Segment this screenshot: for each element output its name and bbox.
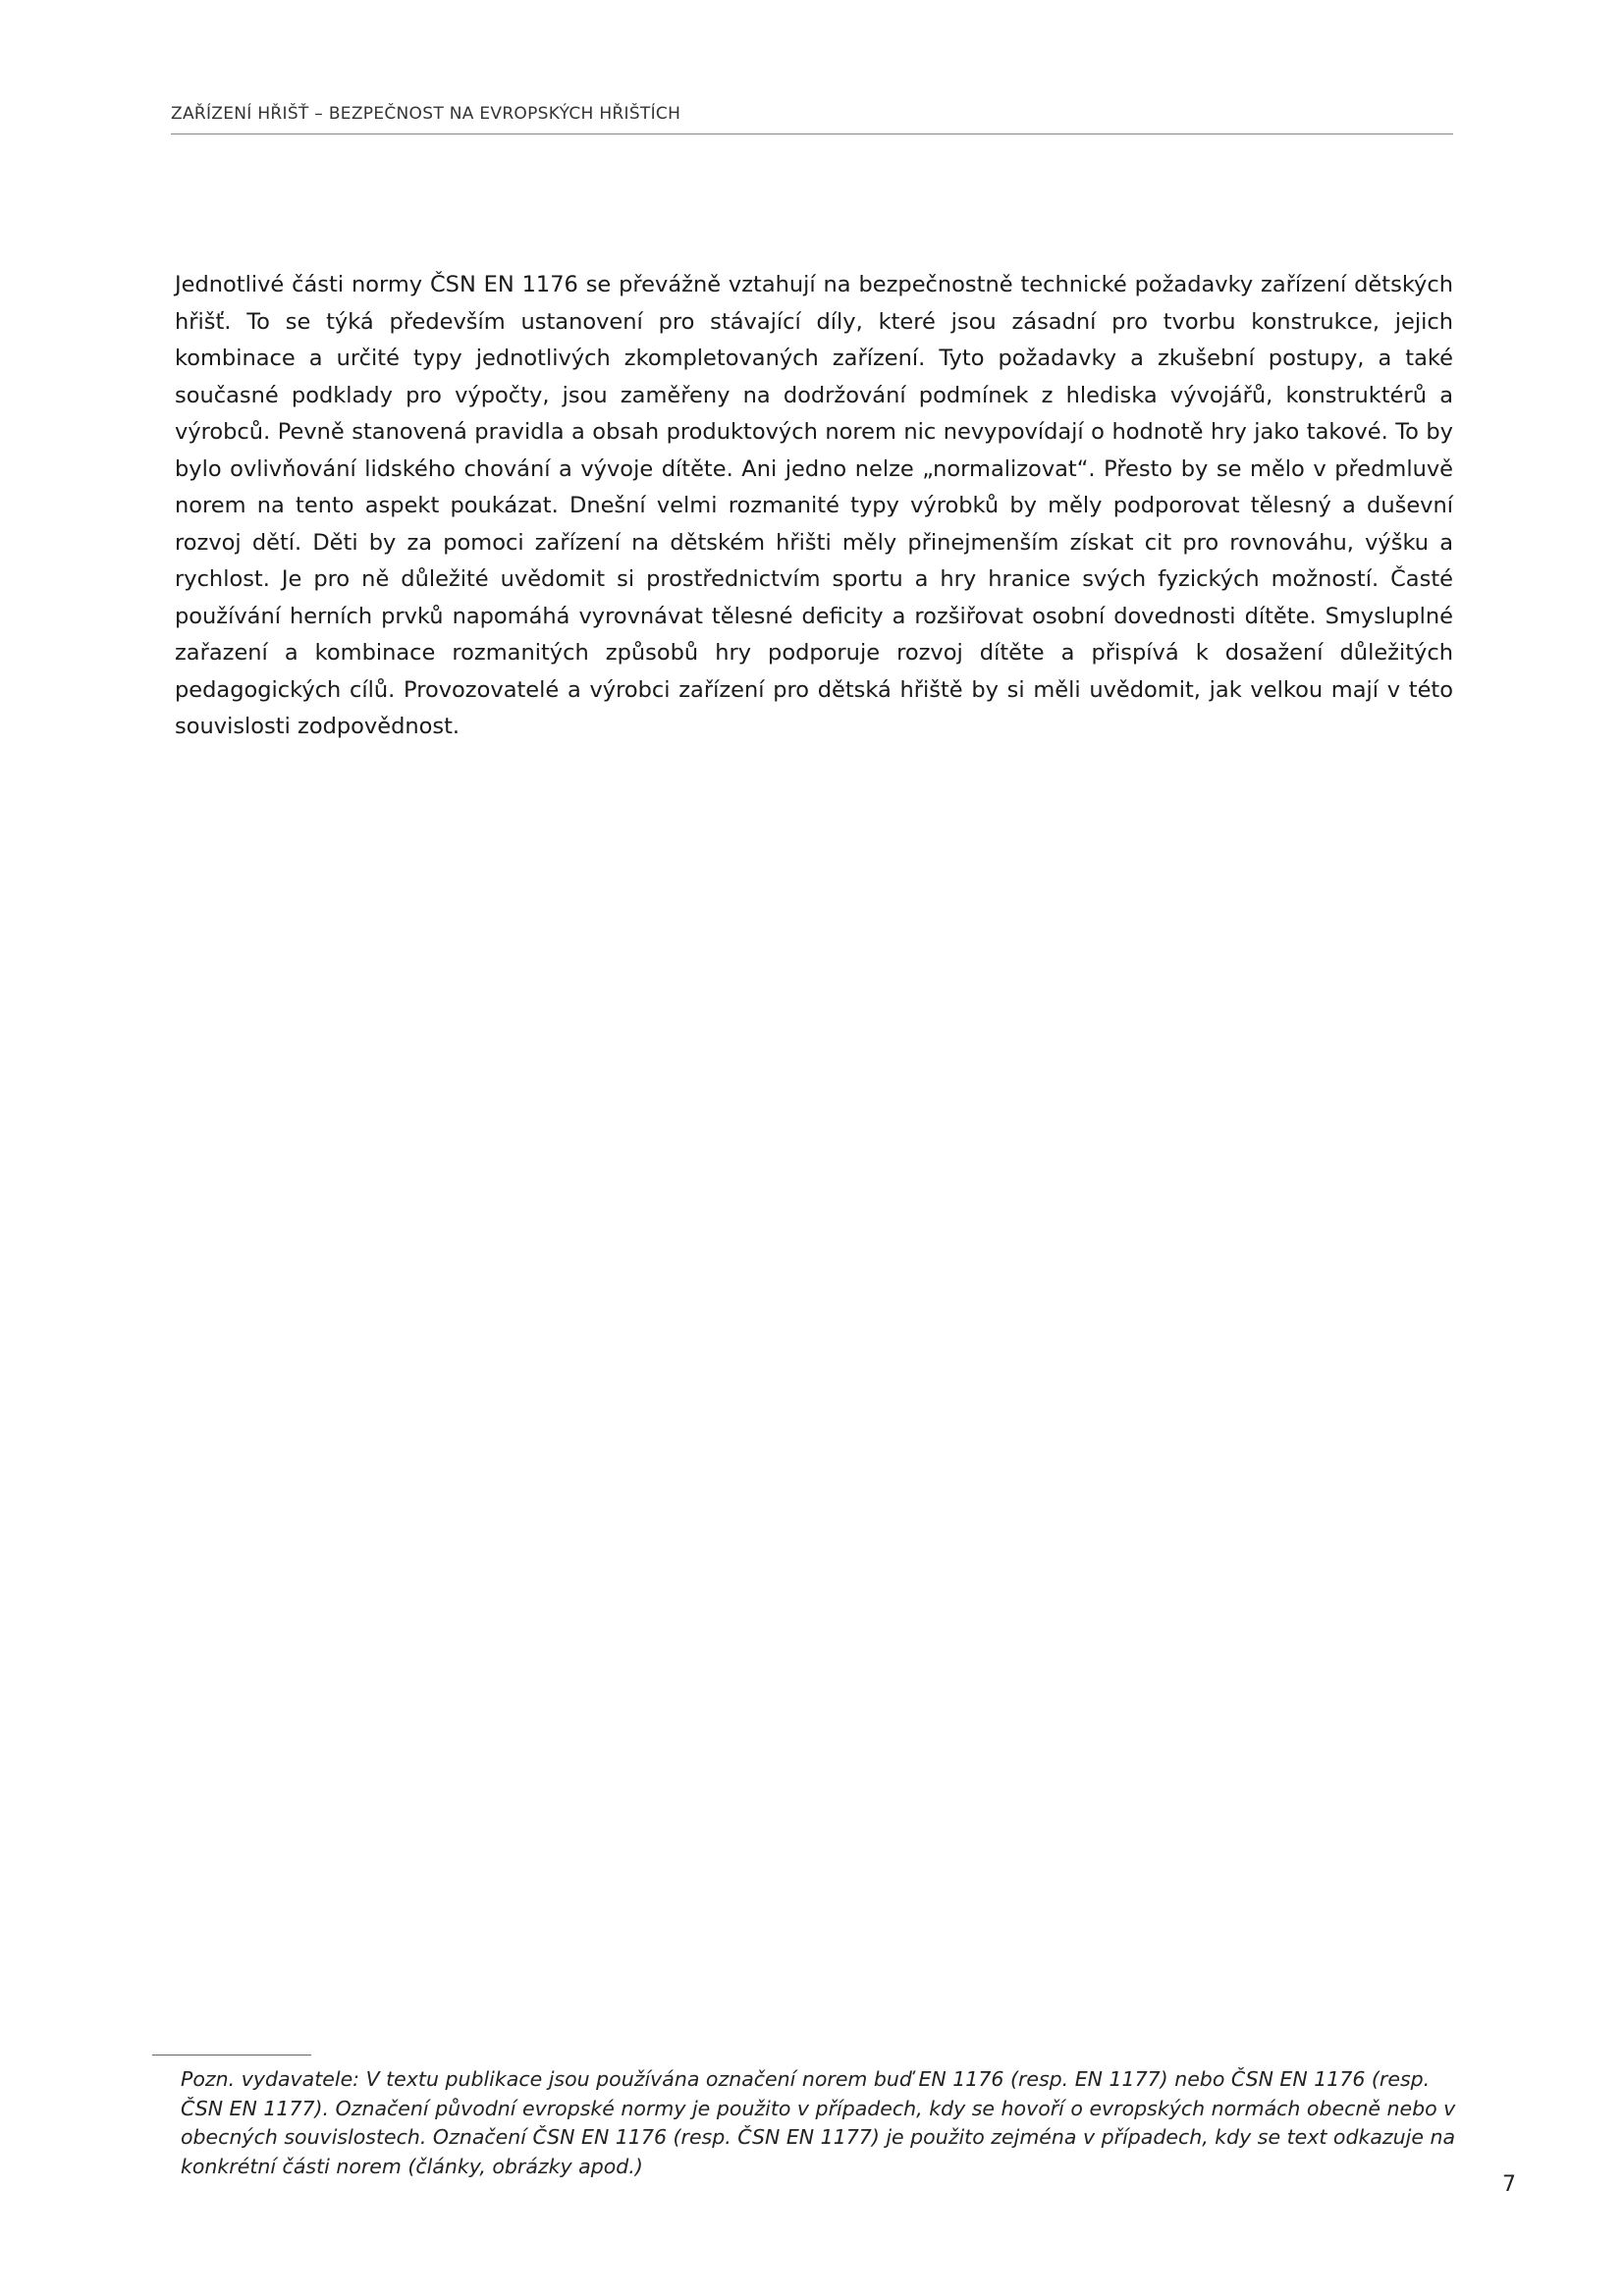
footnote-divider [152, 2055, 311, 2056]
header-divider [171, 133, 1453, 134]
running-header: ZAŘÍZENÍ HŘIŠŤ – BEZPEČNOST NA EVROPSKÝCH HŘIŠTÍCH [171, 104, 681, 124]
page-number: 7 [1502, 2172, 1516, 2197]
footnote: Pozn. vydavatele: V textu publikace jsou používána označení norem buď EN 1176 (resp. EN 1177) nebo ČSN EN 1176 (resp. ČSN EN 1177). Označení původní evropské normy je použito v případech, kdy se hovoří o evropských normách obecně nebo v obecných souvislostech. Označení ČSN EN 1176 (resp. ČSN EN 1177) je použito zejména v případech, kdy se text odkazuje na konkrétní části norem (články, obrázky apod.) [181, 2067, 1456, 2178]
body-paragraph: Jednotlivé části normy ČSN EN 1176 se převážně vztahují na bezpečnostně technické požadavky zařízení dětských hřišť. To se týká především ustanovení pro stávající díly, které jsou zásadní pro tvorbu konstrukce, jejich kombinace a určité typy jednotlivých zkompletovaných zařízení. Tyto požadavky a zkušební postupy, a také současné podklady pro výpočty, jsou zaměřeny na dodržování podmínek z hlediska vývojářů, konstruktérů a výrobců. Pevně stanovená pravidla a obsah produktových norem nic nevypovídají o hodnotě hry jako takové. To by bylo ovlivňování lidského chování a vývoje dítěte. Ani jedno nelze „normalizovat“. Přesto by se mělo v předmluvě norem na tento aspekt poukázat. Dnešní velmi rozmanité typy výrobků by měly podporovat tělesný a duševní rozvoj dětí. Děti by za pomoci zařízení na dětském hřišti měly přinejmenším získat cit pro rovnováhu, výšku a rychlost. Je pro ně důležité uvědomit si prostřednictvím sportu a hry hranice svých fyzických možností. Časté používání herních prvků napomáhá vyrovnávat tělesné deficity a rozšiřovat osobní dovednosti dítěte. Smysluplné zařazení a kombinace rozmanitých způsobů hry podporuje rozvoj dítěte a přispívá k dosažení důležitých pedagogických cílů. Provozovatelé a výrobci zařízení pro dětská hřiště by si měli uvědomit, jak velkou mají v této souvislosti zodpovědnost. [175, 272, 1453, 739]
